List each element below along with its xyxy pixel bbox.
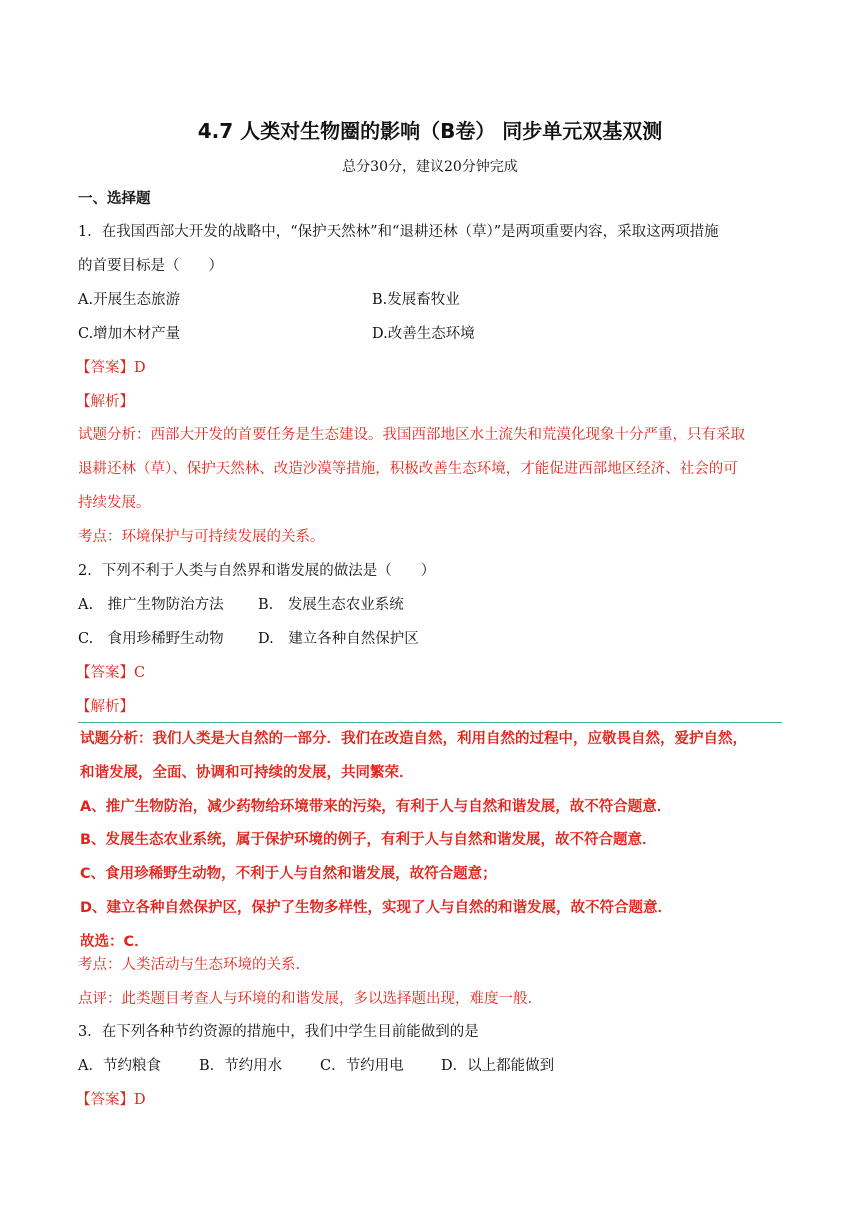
q2-analysis-option-d: D、建立各种自然保护区，保护了生物多样性，实现了人与自然的和谐发展，故不符合题意．	[80, 900, 673, 916]
q1-answer: 【答案】D	[76, 360, 146, 376]
q2-stem: 2．下列不利于人类与自然界和谐发展的做法是（ ）	[78, 563, 436, 579]
q1-analysis-line3: 持续发展。	[78, 495, 151, 511]
q2-analysis-heading: 【解析】	[76, 699, 134, 715]
divider-line	[78, 722, 782, 723]
q1-option-b: B.发展畜牧业	[372, 292, 460, 308]
q1-stem-line2: 的首要目标是（ ）	[78, 258, 223, 274]
q1-option-a: A.开展生态旅游	[78, 292, 181, 308]
q2-choice: 故选：C．	[80, 934, 149, 950]
q3-stem: 3．在下列各种节约资源的措施中，我们中学生目前能做到的是	[78, 1024, 479, 1040]
q2-kaodian: 考点：人类活动与生态环境的关系.	[78, 957, 301, 973]
q2-option-b: B. 发展生态农业系统	[258, 597, 404, 613]
q3-option-d: D．以上都能做到	[441, 1058, 555, 1074]
q2-option-d: D. 建立各种自然保护区	[258, 631, 419, 647]
q1-analysis-heading: 【解析】	[76, 394, 134, 410]
q2-answer: 【答案】C	[76, 665, 146, 681]
q1-stem-line1: 1．在我国西部大开发的战略中，“保护天然林”和“退耕还林（草）”是两项重要内容，采取这两项措施	[78, 224, 719, 240]
page-subtitle: 总分30分，建议20分钟完成	[342, 159, 518, 175]
q2-option-c: C. 食用珍稀野生动物	[78, 631, 224, 647]
q2-analysis-line2: 和谐发展，全面、协调和可持续的发展，共同繁荣．	[80, 765, 414, 781]
q3-answer: 【答案】D	[76, 1092, 146, 1108]
q2-analysis-option-c: C、食用珍稀野生动物，不利于人与自然和谐发展，故符合题意；	[80, 866, 497, 882]
page-title: 4.7 人类对生物圈的影响（B卷） 同步单元双基双测	[197, 119, 663, 143]
q1-analysis-line1: 试题分析：西部大开发的首要任务是生态建设。我国西部地区水土流失和荒漠化现象十分严重，只有采取	[78, 427, 745, 443]
q1-analysis-line2: 退耕还林（草）、保护天然林、改造沙漠等措施，积极改善生态环境，才能促进西部地区经济、社会的可	[78, 461, 738, 477]
q2-option-a: A. 推广生物防治方法	[78, 597, 224, 613]
q3-option-c: C．节约用电	[320, 1058, 404, 1074]
q3-option-a: A．节约粮食	[78, 1058, 161, 1074]
q1-option-c: C.增加木材产量	[78, 326, 181, 342]
q1-kaodian: 考点：环境保护与可持续发展的关系。	[78, 529, 325, 545]
q2-analysis-line1: 试题分析：我们人类是大自然的一部分．我们在改造自然，利用自然的过程中，应敬畏自然，爱护自然，	[80, 731, 747, 747]
q2-dianping: 点评：此类题目考查人与环境的和谐发展，多以选择题出现，难度一般.	[78, 991, 533, 1007]
q3-option-b: B．节约用水	[199, 1058, 283, 1074]
q2-analysis-option-b: B、发展生态农业系统，属于保护环境的例子，有利于人与自然和谐发展，故不符合题意．	[80, 832, 657, 848]
section-heading: 一、选择题	[78, 191, 151, 207]
q2-analysis-option-a: A、推广生物防治，减少药物给环境带来的污染，有利于人与自然和谐发展，故不符合题意．	[80, 799, 672, 815]
q1-option-d: D.改善生态环境	[372, 326, 475, 342]
